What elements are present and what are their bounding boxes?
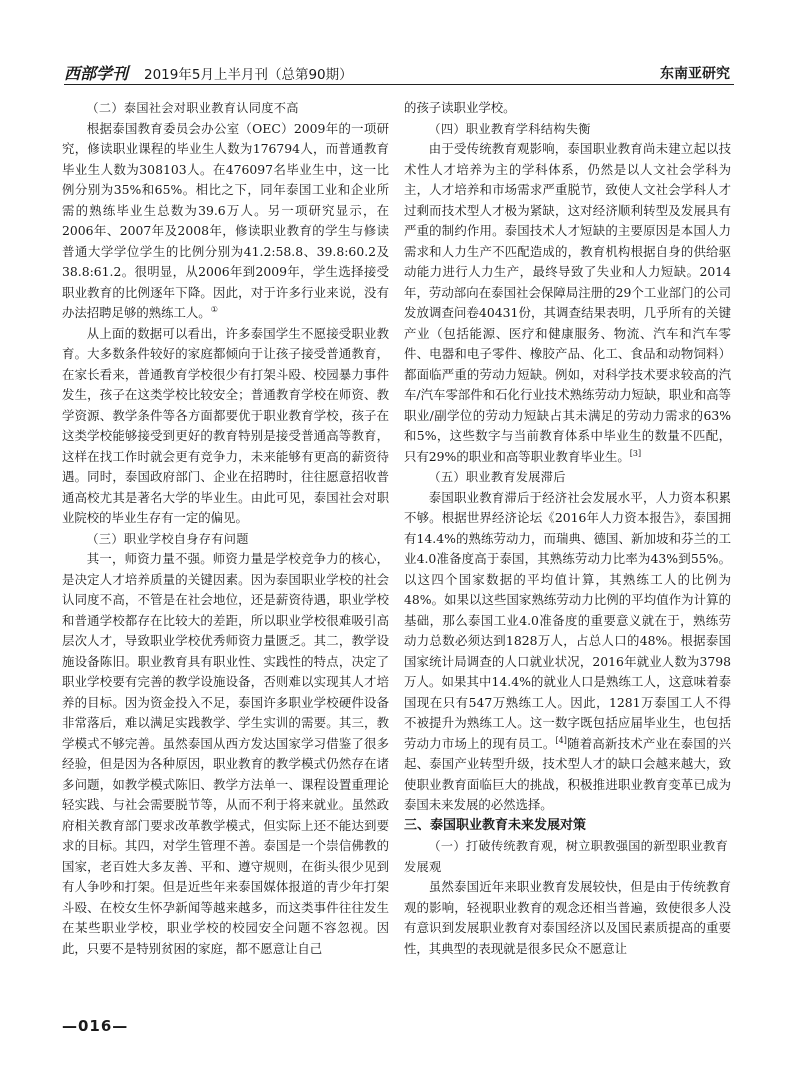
paragraph: 其一，师资力量不强。师资力量是学校竞争力的核心，是决定人才培养质量的关键因素。因为泰国职业学校的社会认同度不高，不管是在社会地位，还是薪资待遇，职业学校和普通学校都存在比较大的差距，所以职业学校很难吸引高层次人才，导致职业学校优秀师资力量匮乏。其二，教学设施设备陈旧。职业教育具有职业性、实践性的特点，决定了职业学校要有完善的教学设施设备，否则难以实现其人才培养的目标。因为资金投入不足，泰国许多职业学校硬件设备非常落后，难以满足实践教学、学生实训的需要。其三，教学模式不够完善。虽然泰国从西方发达国家学习借鉴了很多经验，但是因为各种原因，职业教育的教学模式仍然存在诸多问题，如教学模式陈旧、教学方法单一、课程设置重理论轻实践、与社会需要脱节等，从而不利于将来就业。虽然政府相关教育部门要求改革教学模式，但实际上还不能达到要求的目标。其四，对学生管理不善。泰国是一个崇信佛教的国家，老百姓大多友善、平和、遵守规则，在街头很少见到有人争吵和打架。但是近些年来泰国媒体报道的青少年打架斗殴、在校女生怀孕新闻等越来越多，而这类事件往往发生在某些职业学校，职业学校的校园安全问题不容忽视。因此，只要不是特别贫困的家庭，都不愿意让自己 (62, 551, 389, 956)
subheading-4: （四）职业教育学科结构失衡 (428, 121, 591, 136)
journal-logo: 西部学刊 (64, 64, 129, 83)
page-number: —016— (62, 1017, 129, 1035)
section-heading-3: 三、泰国职业教育未来发展对策 (404, 817, 587, 833)
paragraph-continued: 的孩子读职业学校。 (404, 100, 516, 115)
paragraph: 从上面的数据可以看出，许多泰国学生不愿接受职业教育。大多数条件较好的家庭都倾向于让孩子接受普通教育，在家长看来，普通教育学校很少有打架斗殴、校园暴力事件发生，孩子在这类学校比较安全；普通教育学校在师资、教学资源、教学条件等各方面都要优于职业教育学校，孩子在这类学校能够接受到更好的教育特别是接受普通高等教育，这样在找工作时就会更有竞争力，未来能够有更高的薪资待遇。同时，泰国政府部门、企业在招聘时，往往愿意招收普通高校尤其是著名大学的毕业生。由此可见，泰国社会对职业院校的毕业生存有一定的偏见。 (62, 325, 389, 525)
citation-ref: [4] (555, 735, 567, 745)
paragraph: 泰国职业教育滞后于经济社会发展水平，人力资本积累不够。根据世界经济论坛《2016年人力资本报告》，泰国拥有14.4%的熟练劳动力，而瑞典、德国、新加坡和芬兰的工业4.0准备度高于泰国，其熟练劳动力比率为43%到55%。以这四个国家数据的平均值计算，其熟练工人的比例为48%。如果以这些国家熟练劳动力比例的平均值作为计算的基础，那么泰国工业4.0准备度的重要意义就在于，熟练劳动力总数必须达到1828万人，占总人口的48%。根据泰国国家统计局调查的人口就业状况，2016年就业人数为3798万人。如果其中14.4%的就业人口是熟练工人，这意味着泰国现在只有547万熟练工人。因此，1281万泰国工人不得不被提升为熟练工人。这一数字既包括应届毕业生，也包括劳动力市场上的现有员工。[4]随着高新技术产业在泰国的兴起、泰国产业转型升级，技术型人才的缺口会越来越大，致使职业教育面临巨大的挑战，积极推进职业教育变革已成为泰国未来发展的必然选择。 (404, 489, 732, 812)
subheading-3: （三）职业学校自身存有问题 (86, 531, 249, 546)
left-column (62, 98, 389, 959)
subheading-5: （五）职业教育发展滞后 (428, 470, 566, 484)
subheading-6: （一）打破传统教育观，树立职教强国的新型职业教育发展观 (404, 839, 729, 874)
paragraph: 虽然泰国近年来职业教育发展较快，但是由于传统教育观的影响，轻视职业教育的观念还相当普遍，致使很多人没有意识到发展职业教育对泰国经济以及国民素质提高的重要性，其典型的表现就是很多民众不愿意让 (404, 879, 731, 956)
paragraph: 根据泰国教育委员会办公室（OEC）2009年的一项研究，修读职业课程的毕业生人数为176794人，而普通教育毕业生人数为308103人。在476097名毕业生中，这一比例分别为35%和65%。相比之下，同年泰国工业和企业所需的熟练毕业生总数为39.6万人。另一项研究显示，在2006年、2007年及2008年，修读职业教育的学生与修读普通大学学位学生的比例分别为41.2:58.8、39.8:60.2及38.8:61.2。很明显，从2006年到2009年，学生选择接受职业教育的比例逐年下降。因此，对于许多行业来说，没有办法招聘足够的熟练工人。① (62, 120, 389, 320)
citation-ref: [3] (629, 448, 642, 458)
footnote-ref: ① (210, 304, 218, 314)
subheading-2: （二）泰国社会对职业教育认同度不高 (86, 101, 299, 115)
page-header (64, 58, 734, 85)
right-column (404, 98, 731, 959)
paragraph: 由于受传统教育观影响，泰国职业教育尚未建立起以技术性人才培养为主的学科体系，仍然是以人文社会学科为主，人才培养和市场需求严重脱节，致使人文社会学科人才过剩而技术型人才极为紧缺，这对经济顺利转型及发展具有严重的制约作用。泰国技术人才短缺的主要原因是本国人力需求和人力生产不匹配造成的，教育机构根据自身的供给驱动能力进行人力生产，最终导致了失业和人力短缺。2014年，劳动部向在泰国社会保障局注册的29个工业部门的公司发放调查问卷40431份，其调查结果表明，几乎所有的关键产业（包括能源、医疗和健康服务、物流、汽车和汽车零件、电器和电子零件、橡胶产品、化工、食品和动物饲料）都面临严重的劳动力短缺。例如，对科学技术要求较高的汽车/汽车零部件和石化行业技术熟练劳动力短缺，职业和高等职业/副学位的劳动力短缺占其未满足的劳动力需求的63%和5%，这些数字与当前教育体系中毕业生的数量不匹配，只有29%的职业和高等职业教育毕业生。[3] (404, 141, 731, 464)
issue-info: 2019年5月上半月刊（总第90期） (144, 67, 353, 83)
section-name: 东南亚研究 (660, 66, 730, 82)
